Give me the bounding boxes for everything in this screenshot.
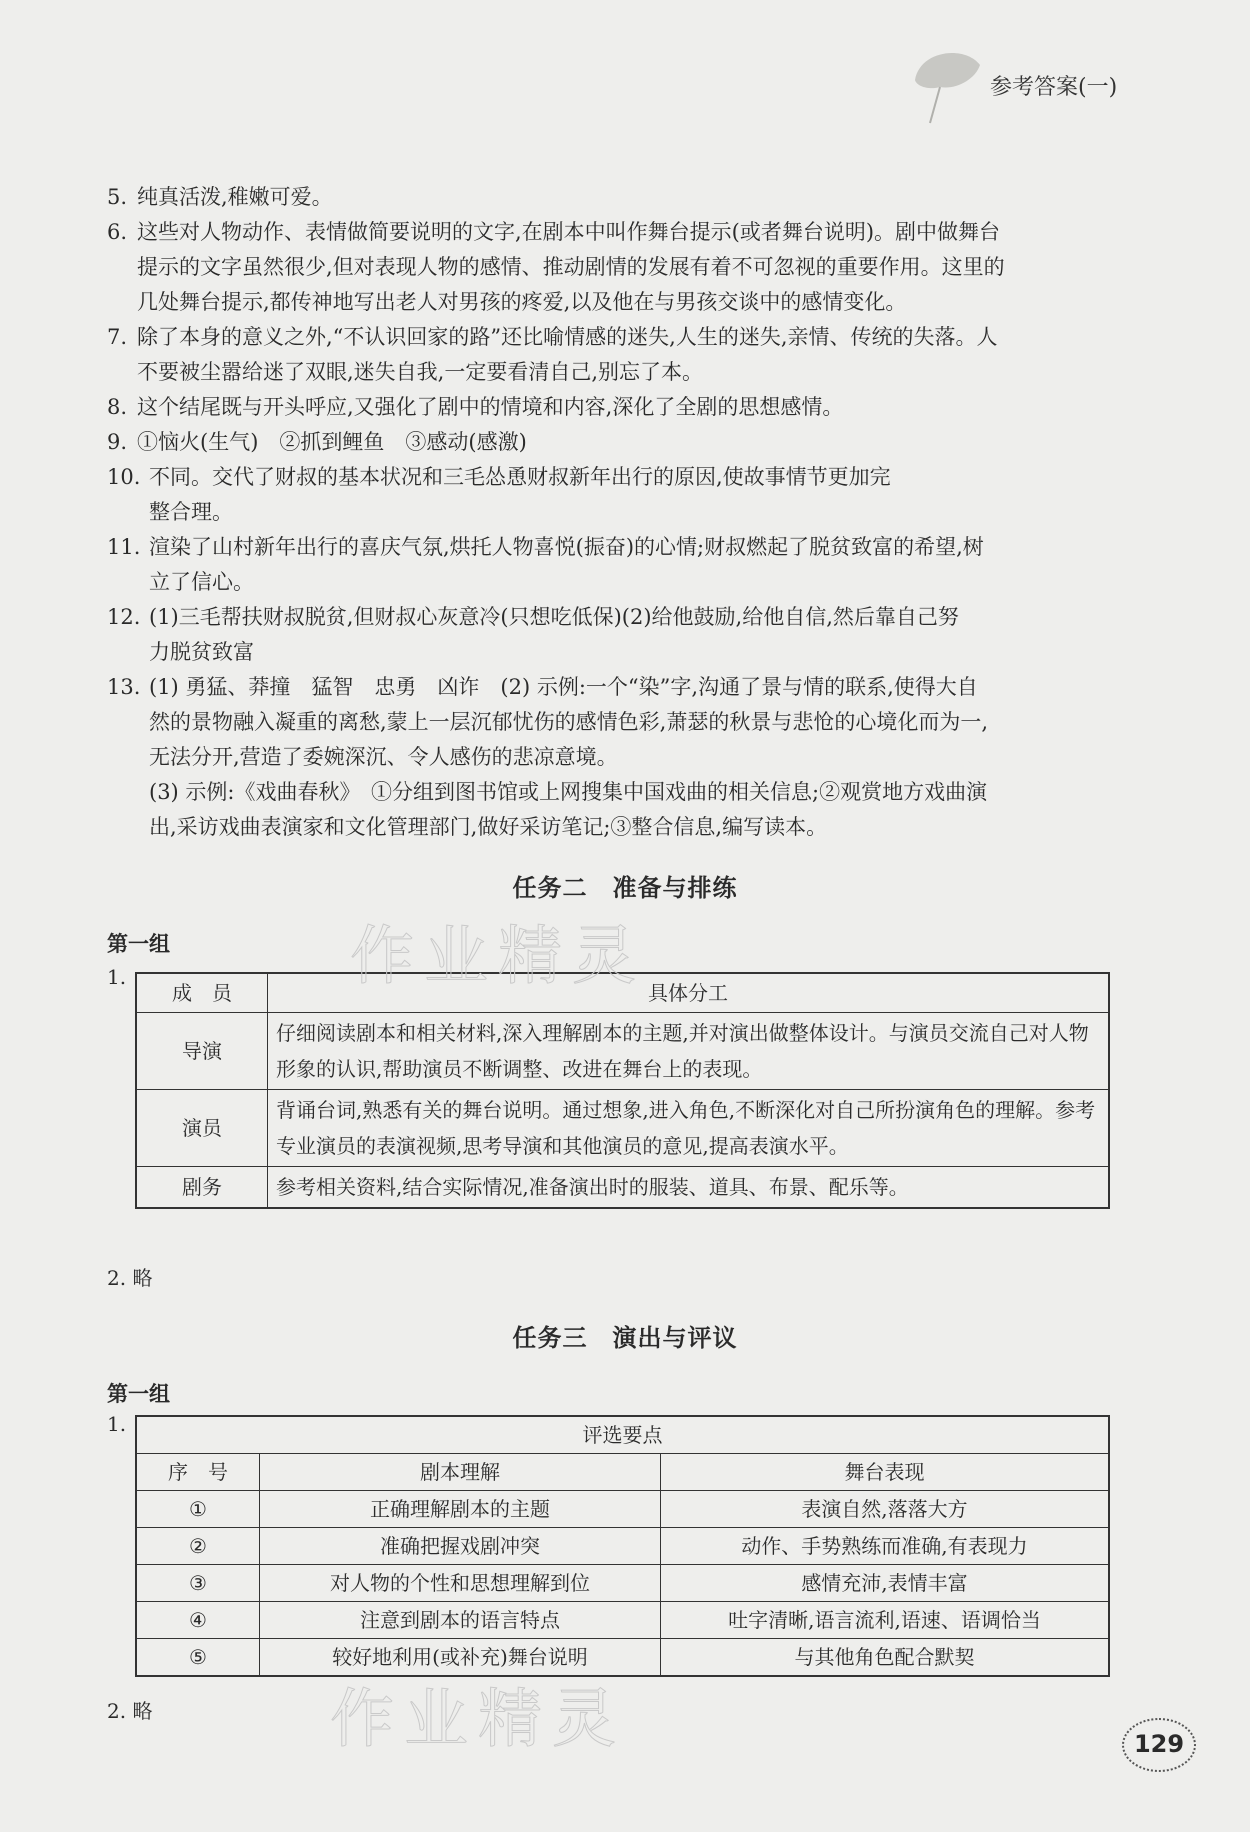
answer-number: 7. <box>107 325 128 349</box>
answer-line: ①恼火(生气) ②抓到鲤鱼 ③感动(感激) <box>137 430 527 454</box>
section-title-task3: 任务三 演出与评议 <box>512 1324 738 1352</box>
table-cell-role: 演员 <box>136 1090 268 1167</box>
answer-text <box>137 215 1117 320</box>
table-cell-role: 剧务 <box>136 1167 268 1209</box>
answer-text <box>137 320 1117 390</box>
table-cell-desc: 仔细阅读剧本和相关材料,深入理解剧本的主题,并对演出做整体设计。与演员交流自己对人物形象的认识,帮助演员不断调整、改进在舞台上的表现。 <box>268 1013 1110 1090</box>
answer-item <box>107 215 1117 320</box>
answer-item <box>107 670 1117 845</box>
table-cell: 对人物的个性和思想理解到位 <box>260 1565 661 1602</box>
table-cell: ④ <box>136 1602 260 1639</box>
answer-number: 5. <box>107 185 128 209</box>
table-cell: ⑤ <box>136 1639 260 1677</box>
answer-text <box>149 530 1117 600</box>
answer-line: 出,采访戏曲表演家和文化管理部门,做好采访笔记;③整合信息,编写读本。 <box>149 815 828 839</box>
table-cell: ① <box>136 1491 260 1528</box>
table-row <box>136 1167 1109 1209</box>
answer-item <box>107 320 1117 390</box>
table-caption: 评选要点 <box>136 1416 1109 1454</box>
answer-line: 无法分开,营造了委婉深沉、令人感伤的悲凉意境。 <box>149 745 618 769</box>
answer-line: 几处舞台提示,都传神地写出老人对男孩的疼爱,以及他在与男孩交谈中的感情变化。 <box>137 290 907 314</box>
table-cell: ③ <box>136 1565 260 1602</box>
table-cell: 感情充沛,表情丰富 <box>661 1565 1110 1602</box>
table-cell: 注意到剧本的语言特点 <box>260 1602 661 1639</box>
answer-item <box>107 390 1117 425</box>
header-title: 参考答案(一) <box>990 75 1118 100</box>
table-cell: 与其他角色配合默契 <box>661 1639 1110 1677</box>
page-number: 129 <box>1122 1718 1196 1772</box>
item-number: 1. <box>107 965 127 989</box>
answer-text <box>149 670 1117 845</box>
answer-line: 这些对人物动作、表情做简要说明的文字,在剧本中叫作舞台提示(或者舞台说明)。剧中做舞台 <box>137 220 1001 244</box>
answer-text <box>149 600 1117 670</box>
answer-line: 然的景物融入凝重的离愁,蒙上一层沉郁忧伤的感情色彩,萧瑟的秋景与悲怆的心境化而为一, <box>149 710 989 734</box>
answer-text <box>137 180 1117 215</box>
division-of-work-table <box>135 972 1110 1209</box>
table-row <box>136 1013 1109 1090</box>
table-row <box>136 1090 1109 1167</box>
table-cell: 较好地利用(或补充)舞台说明 <box>260 1639 661 1677</box>
ginkgo-leaf-icon <box>905 45 985 125</box>
answer-line: 这个结尾既与开头呼应,又强化了剧中的情境和内容,深化了全剧的思想感情。 <box>137 395 844 419</box>
table-header-cell: 剧本理解 <box>260 1454 661 1491</box>
answers-list <box>107 180 1117 845</box>
answer-line: 不要被尘嚣给迷了双眼,迷失自我,一定要看清自己,别忘了本。 <box>137 360 704 384</box>
answer-text <box>137 390 1117 425</box>
table-cell: 准确把握戏剧冲突 <box>260 1528 661 1565</box>
answer-item <box>107 460 1117 530</box>
answer-line: 不同。交代了财叔的基本状况和三毛怂恿财叔新年出行的原因,使故事情节更加完 <box>149 465 891 489</box>
table-row <box>136 1602 1109 1639</box>
answer-number: 8. <box>107 395 128 419</box>
table-cell: ② <box>136 1528 260 1565</box>
table-caption-row <box>136 1416 1109 1454</box>
item-number: 2. 略 <box>107 1699 153 1723</box>
answer-text <box>149 460 1117 530</box>
answer-number: 13. <box>107 675 141 699</box>
table-cell-role: 导演 <box>136 1013 268 1090</box>
watermark: 作业精灵 <box>330 1683 626 1757</box>
answer-line: 整合理。 <box>149 500 233 524</box>
table-header-cell: 舞台表现 <box>661 1454 1110 1491</box>
answer-line: (1)三毛帮扶财叔脱贫,但财叔心灰意冷(只想吃低保)(2)给他鼓励,给他自信,然后靠自己努 <box>149 605 959 629</box>
answer-item <box>107 530 1117 600</box>
group-title: 第一组 <box>107 1382 170 1406</box>
answer-text <box>137 425 1117 460</box>
answer-line: 渲染了山村新年出行的喜庆气氛,烘托人物喜悦(振奋)的心情;财叔燃起了脱贫致富的希望,树 <box>149 535 984 559</box>
table-row <box>136 1491 1109 1528</box>
item-number: 2. 略 <box>107 1266 153 1290</box>
table-header-row <box>136 1454 1109 1491</box>
answer-item <box>107 425 1117 460</box>
item-number: 1. <box>107 1412 127 1436</box>
answer-line: 提示的文字虽然很少,但对表现人物的感情、推动剧情的发展有着不可忽视的重要作用。这里的 <box>137 255 1005 279</box>
answer-line: (1) 勇猛、莽撞 猛智 忠勇 凶诈 (2) 示例:一个“染”字,沟通了景与情的联系,使得大自 <box>149 675 978 699</box>
table-row <box>136 1565 1109 1602</box>
answer-number: 10. <box>107 465 141 489</box>
table-cell: 吐字清晰,语言流利,语速、语调恰当 <box>661 1602 1110 1639</box>
answer-number: 11. <box>107 535 141 559</box>
table-row <box>136 1528 1109 1565</box>
evaluation-criteria-table <box>135 1415 1110 1677</box>
answer-number: 9. <box>107 430 128 454</box>
answer-number: 6. <box>107 220 128 244</box>
table-cell: 表演自然,落落大方 <box>661 1491 1110 1528</box>
answer-item <box>107 180 1117 215</box>
answer-line: 立了信心。 <box>149 570 254 594</box>
answer-line: 除了本身的意义之外,“不认识回家的路”还比喻情感的迷失,人生的迷失,亲情、传统的失落。人 <box>137 325 998 349</box>
section-title-task2: 任务二 准备与排练 <box>512 874 738 902</box>
group-title: 第一组 <box>107 932 170 956</box>
answer-number: 12. <box>107 605 141 629</box>
table-cell: 动作、手势熟练而准确,有表现力 <box>661 1528 1110 1565</box>
table-cell-desc: 参考相关资料,结合实际情况,准备演出时的服装、道具、布景、配乐等。 <box>268 1167 1110 1209</box>
answer-line: 纯真活泼,稚嫩可爱。 <box>137 185 333 209</box>
answer-line: 力脱贫致富 <box>149 640 254 664</box>
answer-line: (3) 示例:《戏曲春秋》 ①分组到图书馆或上网搜集中国戏曲的相关信息;②观赏地方戏曲演 <box>149 780 988 804</box>
table-cell: 正确理解剧本的主题 <box>260 1491 661 1528</box>
table-header-cell: 具体分工 <box>268 973 1110 1013</box>
table-header-cell: 序 号 <box>136 1454 260 1491</box>
watermark: 作业精灵 <box>350 920 646 994</box>
answer-item <box>107 600 1117 670</box>
table-cell-desc: 背诵台词,熟悉有关的舞台说明。通过想象,进入角色,不断深化对自己所扮演角色的理解。参考专业演员的表演视频,思考导演和其他演员的意见,提高表演水平。 <box>268 1090 1110 1167</box>
table-header-cell: 成 员 <box>136 973 268 1013</box>
